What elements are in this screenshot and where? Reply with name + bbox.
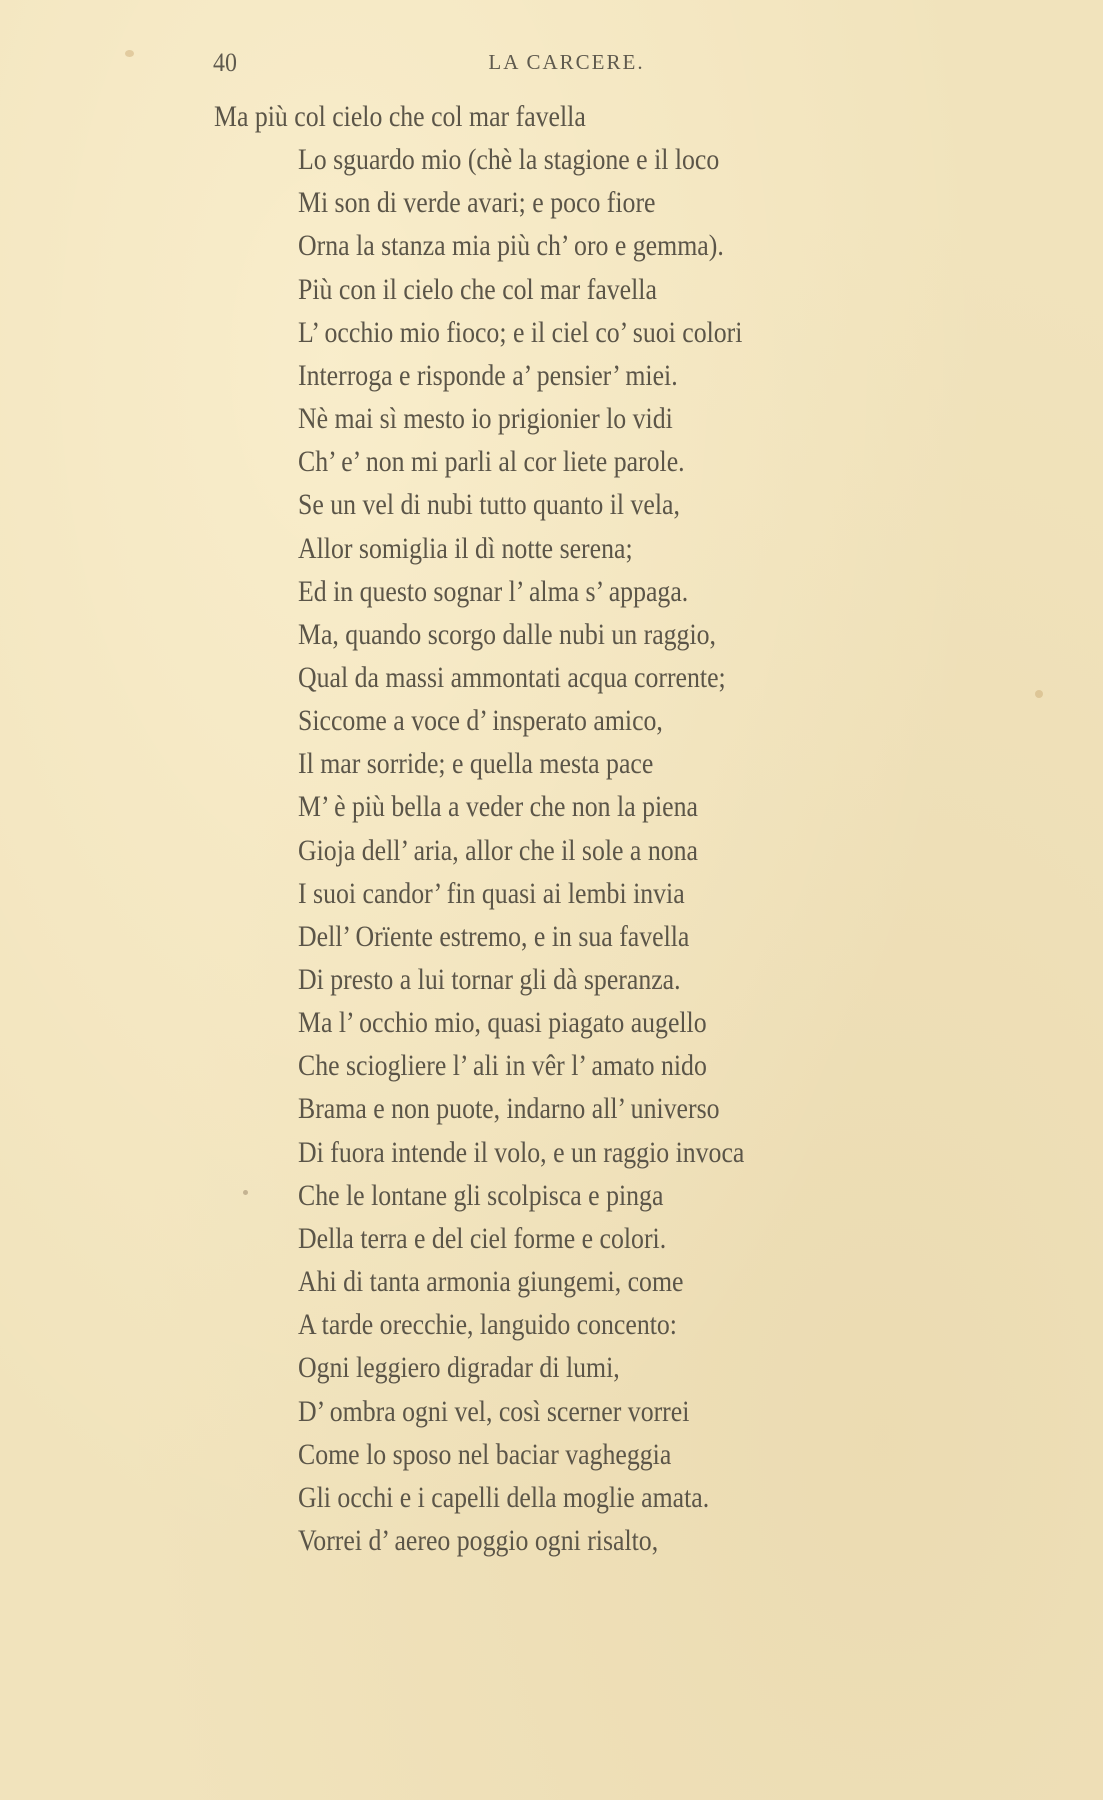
poem-line: A tarde orecchie, languido concento: bbox=[298, 1308, 677, 1342]
running-title: LA CARCERE. bbox=[488, 50, 645, 74]
poem-line: Che sciogliere l’ ali in vêr l’ amato nido bbox=[298, 1049, 707, 1083]
poem-line: Ma più col cielo che col mar favella bbox=[214, 100, 586, 133]
poem-line: M’ è più bella a veder che non la piena bbox=[298, 790, 698, 824]
poem-line: Della terra e del ciel forme e colori. bbox=[298, 1221, 667, 1255]
poem-line: Che le lontane gli scolpisca e pinga bbox=[298, 1178, 664, 1212]
poem-line: Di presto a lui tornar gli dà speranza. bbox=[298, 963, 681, 996]
poem-line: Se un vel di nubi tutto quanto il vela, bbox=[298, 488, 680, 522]
poem-line: Orna la stanza mia più ch’ oro e gemma). bbox=[298, 229, 724, 263]
poem-line: Dell’ Orïente estremo, e in sua favella bbox=[298, 919, 690, 953]
poem-line: Mi son di verde avari; e poco fiore bbox=[298, 186, 656, 220]
poem-line: Ahi di tanta armonia giungemi, come bbox=[298, 1265, 684, 1299]
poem-line: Ed in questo sognar l’ alma s’ appaga. bbox=[298, 574, 689, 608]
page-number: 40 bbox=[213, 48, 237, 77]
poem-line: Ma l’ occhio mio, quasi piagato augello bbox=[298, 1006, 707, 1040]
poem-line: Ma, quando scorgo dalle nubi un raggio, bbox=[298, 617, 716, 651]
poem-line: Lo sguardo mio (chè la stagione e il loco bbox=[298, 143, 720, 177]
poem-line: Brama e non puote, indarno all’ universo bbox=[298, 1092, 720, 1126]
poem-line: Di fuora intende il volo, e un raggio invoca bbox=[298, 1135, 745, 1169]
poem-line: Il mar sorride; e quella mesta pace bbox=[298, 747, 654, 781]
poem-line: Interroga e risponde a’ pensier’ miei. bbox=[298, 358, 678, 392]
poem-line: Come lo sposo nel baciar vagheggia bbox=[298, 1437, 672, 1471]
poem-line: Più con il cielo che col mar favella bbox=[298, 272, 657, 306]
paper-stain bbox=[243, 1190, 248, 1195]
poem-line: Gli occhi e i capelli della moglie amata. bbox=[298, 1480, 710, 1514]
poem-line: Nè mai sì mesto io prigionier lo vidi bbox=[298, 402, 673, 436]
paper-stain bbox=[1035, 690, 1043, 698]
poem-line: I suoi candor’ fin quasi ai lembi invia bbox=[298, 876, 685, 910]
poem-line: Qual da massi ammontati acqua corrente; bbox=[298, 660, 726, 694]
poem-line: L’ occhio mio fioco; e il ciel co’ suoi colori bbox=[298, 315, 743, 349]
poem-line: Gioja dell’ aria, allor che il sole a nona bbox=[298, 833, 698, 867]
poem-line: Ch’ e’ non mi parli al cor liete parole. bbox=[298, 445, 685, 479]
poem-line: Ogni leggiero digradar di lumi, bbox=[298, 1351, 620, 1385]
poem-line: Siccome a voce d’ insperato amico, bbox=[298, 704, 663, 738]
poem-line: Vorrei d’ aereo poggio ogni risalto, bbox=[298, 1523, 659, 1557]
poem-line: D’ ombra ogni vel, così scerner vorrei bbox=[298, 1394, 690, 1428]
poem-line: Allor somiglia il dì notte serena; bbox=[298, 531, 633, 565]
